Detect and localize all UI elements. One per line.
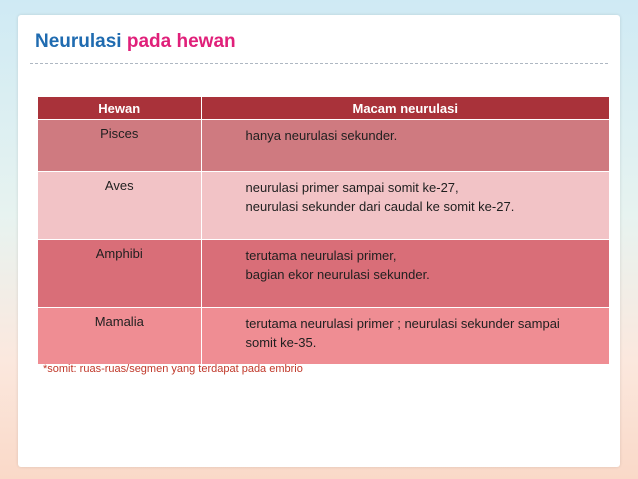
page-title	[35, 31, 236, 53]
cell-hewan: Amphibi	[38, 240, 201, 308]
cell-macam	[201, 120, 609, 172]
title-divider	[30, 63, 608, 64]
cell-hewan: Mamalia	[38, 308, 201, 365]
cell-hewan: Pisces	[38, 120, 201, 172]
cell-hewan: Aves	[38, 172, 201, 240]
cell-line: terutama neurulasi primer ; neurulasi sekunder sampai	[245, 316, 560, 331]
cell-line: neurulasi sekunder dari caudal ke somit ke-27.	[245, 199, 515, 214]
cell-macam	[201, 240, 609, 308]
table-row	[38, 172, 609, 240]
slide	[18, 15, 620, 467]
cell-line: bagian ekor neurulasi sekunder.	[245, 267, 430, 282]
cell-line: terutama neurulasi primer,	[245, 248, 397, 263]
cell-line: neurulasi primer sampai somit ke-27,	[245, 180, 459, 195]
footnote: *somit: ruas-ruas/segmen yang terdapat pada embrio	[43, 363, 303, 375]
header-macam-neurulasi: Macam neurulasi	[201, 97, 609, 120]
table-header-row	[38, 97, 609, 120]
cell-macam	[201, 172, 609, 240]
table-row	[38, 120, 609, 172]
cell-line: somit ke-35.	[245, 335, 317, 350]
title-part-2: pada hewan	[126, 31, 236, 52]
cell-line: hanya neurulasi sekunder.	[245, 128, 398, 143]
table-row	[38, 308, 609, 365]
neurulation-table	[38, 97, 609, 364]
table-row	[38, 240, 609, 308]
title-part-1: Neurulasi	[35, 31, 122, 52]
header-hewan: Hewan	[38, 97, 201, 120]
cell-macam	[201, 308, 609, 365]
